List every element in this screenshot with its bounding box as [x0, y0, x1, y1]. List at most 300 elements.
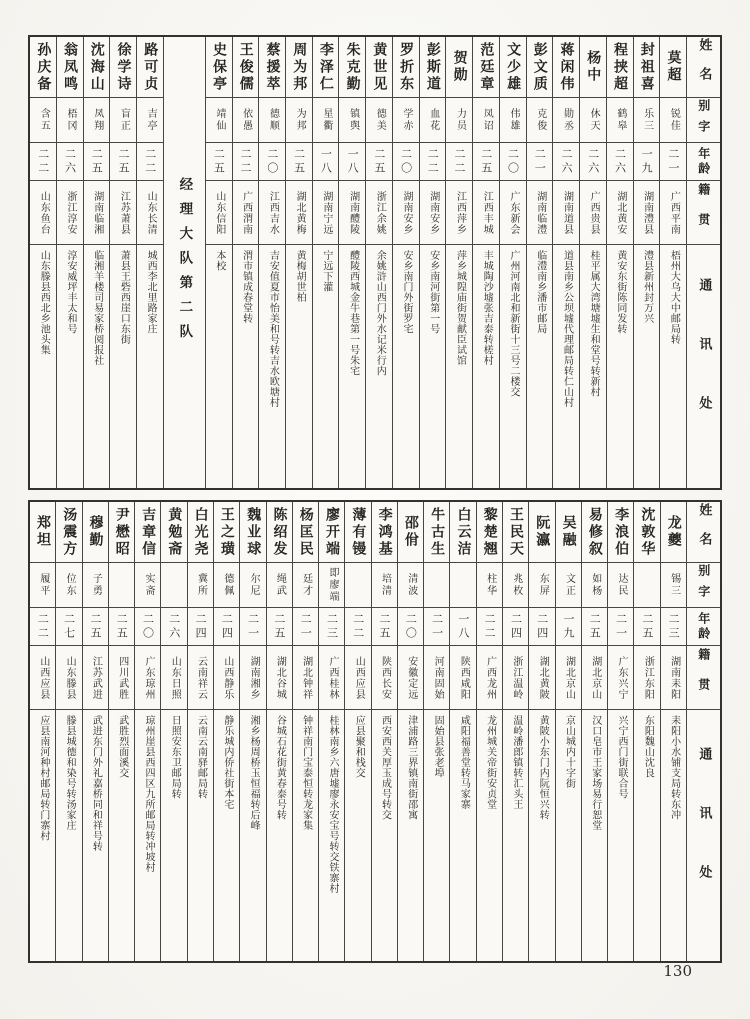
- entry-age: 一九: [562, 612, 575, 641]
- entry-name-cell: [477, 502, 502, 562]
- entry-name-cell: [135, 502, 160, 562]
- entry-name-cell: [372, 502, 397, 562]
- entry-origin-cell: [366, 180, 392, 244]
- entry-courtesy-name: 星衢: [320, 108, 332, 132]
- entry-address: 耒阳小水铺支局转东冲: [668, 715, 680, 820]
- entry-address: 黄陂小东门内阮恒兴转: [537, 715, 549, 820]
- entry-courtesy-name: 文正: [563, 573, 575, 597]
- entry-name: 封祖喜: [638, 41, 655, 93]
- entry-column: [445, 37, 472, 488]
- entry-age-cell: [319, 607, 344, 645]
- entry-age: 二五: [479, 147, 493, 176]
- entry-age-cell: [267, 607, 292, 645]
- entry-address-cell: [477, 709, 502, 961]
- entry-age-cell: [556, 607, 581, 645]
- entry-origin: 湖南宁远: [320, 190, 332, 235]
- entry-age-cell: [214, 607, 239, 645]
- entry-courtesy-name: 绳武: [274, 573, 286, 597]
- entry-address: 本校: [213, 250, 225, 271]
- entry-origin-cell: [84, 180, 110, 244]
- entry-age-cell: [233, 142, 259, 180]
- entry-origin-cell: [503, 645, 528, 709]
- entry-name-cell: [450, 502, 475, 562]
- entry-address: 丰城陶沙墟张吉泰转槎村: [481, 250, 493, 366]
- entry-age-cell: [473, 142, 499, 180]
- entry-name: 沈敦华: [639, 506, 656, 558]
- entry-name-cell: [607, 37, 633, 97]
- entry-name-cell: [30, 502, 55, 562]
- entry-address-cell: [556, 709, 581, 961]
- entry-origin: 河南固始: [432, 655, 444, 700]
- entry-origin-cell: [450, 645, 475, 709]
- entry-name-cell: [500, 37, 526, 97]
- entry-age: 二五: [272, 612, 286, 641]
- entry-column: [581, 502, 607, 961]
- entry-origin-cell: [473, 180, 499, 244]
- entry-courtesy-name: 锐佳: [668, 108, 680, 132]
- entry-address: 津浦路三界镇南街邵寓: [405, 715, 417, 820]
- entry-courtesy-cell: [214, 562, 239, 607]
- entry-name: 白云洁: [455, 506, 472, 558]
- entry-age-cell: [110, 142, 136, 180]
- entry-age: 二二: [36, 612, 50, 641]
- entry-age: 一八: [319, 147, 333, 176]
- entry-origin: 浙江东阳: [642, 655, 654, 700]
- entry-column: [318, 502, 344, 961]
- entry-courtesy-cell: [30, 97, 56, 142]
- entry-courtesy-cell: [83, 562, 108, 607]
- entry-courtesy-name: 子勇: [90, 573, 102, 597]
- entry-age-cell: [135, 607, 160, 645]
- entry-name-cell: [233, 37, 259, 97]
- entry-name-cell: [634, 37, 660, 97]
- entry-age: 二〇: [141, 612, 155, 641]
- section-label: 经理大队第二队: [176, 176, 193, 349]
- entry-address: 谷城石花街黄春泰号转: [274, 715, 286, 820]
- entry-name: 程挟超: [612, 41, 628, 93]
- entry-courtesy-cell: [608, 562, 633, 607]
- entry-age-cell: [339, 142, 365, 180]
- entry-origin-cell: [372, 645, 397, 709]
- entry-origin: 湖南道县: [561, 190, 573, 235]
- entry-origin-cell: [30, 180, 56, 244]
- entry-name: 翁凤鸣: [62, 41, 79, 93]
- entry-name: 周为邦: [291, 41, 308, 93]
- entry-name: 文少雄: [505, 41, 522, 93]
- entry-address-cell: [233, 244, 259, 488]
- entry-courtesy-cell: [477, 562, 502, 607]
- entry-courtesy-cell: [661, 562, 686, 607]
- entry-origin: 山西静乐: [221, 655, 233, 700]
- entry-address: 澧县新州封万兴: [641, 250, 653, 324]
- entry-address: 城西李北里路家庄: [145, 250, 157, 334]
- entry-name: 蔡援萃: [264, 41, 281, 93]
- entry-courtesy-name: 尔尼: [248, 573, 260, 597]
- entry-courtesy-name: 梧冈: [64, 108, 76, 132]
- entry-name: 黎楚翘: [481, 506, 498, 558]
- entry-origin-cell: [424, 645, 449, 709]
- entry-name: 彭斯道: [424, 41, 441, 93]
- entry-address-cell: [582, 709, 607, 961]
- entry-name: 李泽仁: [317, 41, 334, 93]
- entry-name: 易修叙: [586, 506, 603, 558]
- entry-name-cell: [267, 502, 292, 562]
- entry-courtesy-name: 凤诏: [481, 108, 493, 132]
- entry-origin-cell: [661, 645, 686, 709]
- entry-courtesy-name: 位东: [64, 573, 76, 597]
- entry-name-cell: [57, 37, 83, 97]
- entry-age-cell: [503, 607, 528, 645]
- entry-courtesy-cell: [424, 562, 449, 607]
- entry-age-cell: [372, 607, 397, 645]
- entry-name: 吉章信: [140, 506, 157, 558]
- entry-courtesy-name: 即廖端: [326, 567, 338, 603]
- entry-column: [606, 37, 633, 488]
- entry-courtesy-name: 力员: [454, 108, 466, 132]
- entry-courtesy-name: 德美: [374, 108, 386, 132]
- entry-age-cell: [608, 607, 633, 645]
- entry-courtesy-cell: [553, 97, 579, 142]
- entry-name-cell: [366, 37, 392, 97]
- entry-name: 白光尧: [192, 506, 209, 558]
- entry-courtesy-name: 柱华: [484, 573, 496, 597]
- entry-courtesy-name: 德顺: [267, 108, 279, 132]
- entry-origin: 湖南安乡: [401, 190, 413, 235]
- entry-address-cell: [608, 709, 633, 961]
- entry-address-cell: [634, 244, 660, 488]
- entry-address: 临澧南乡潘市邮局: [534, 250, 546, 334]
- entry-age-cell: [109, 607, 134, 645]
- entry-origin-cell: [30, 645, 55, 709]
- entry-address-cell: [607, 244, 633, 488]
- entry-courtesy-name: 血花: [427, 108, 439, 132]
- entry-name: 李鸿基: [376, 506, 393, 558]
- entry-address-cell: [286, 244, 312, 488]
- entry-origin-cell: [477, 645, 502, 709]
- entry-origin: 江西丰城: [481, 190, 493, 235]
- entry-courtesy-cell: [634, 97, 660, 142]
- entry-address: 宁远下灌: [320, 250, 332, 292]
- entry-address: 萍乡城隍庙街贺献臣试馆: [454, 250, 466, 366]
- entry-origin: 广东琼州: [142, 655, 154, 700]
- entry-name-cell: [660, 37, 686, 97]
- entry-courtesy-name: 兆枚: [510, 573, 522, 597]
- entry-name-cell: [473, 37, 499, 97]
- entry-age: 二〇: [506, 147, 520, 176]
- entry-address-cell: [450, 709, 475, 961]
- entry-age-cell: [634, 607, 659, 645]
- entry-address: 西安西关厚玉成号转交: [379, 715, 391, 820]
- entry-address: 淳安威坪丰太和号: [64, 250, 76, 334]
- entry-address-cell: [293, 709, 318, 961]
- entry-address-cell: [529, 709, 554, 961]
- entry-name: 郑坦: [34, 515, 51, 549]
- entry-address: 武进东门外礼嘉桥同和祥号转: [90, 715, 102, 852]
- entry-origin: 山东滕县: [64, 655, 76, 700]
- entry-age-cell: [527, 142, 553, 180]
- entry-age-cell: [30, 607, 55, 645]
- entry-courtesy-cell: [319, 562, 344, 607]
- entry-courtesy-cell: [57, 97, 83, 142]
- entry-address-cell: [319, 709, 344, 961]
- entry-address: 兴宁西门街联合号: [616, 715, 628, 799]
- entry-name-cell: [83, 502, 108, 562]
- entry-courtesy-cell: [109, 562, 134, 607]
- entry-name: 尹懋昭: [113, 506, 130, 558]
- entry-origin-cell: [57, 180, 83, 244]
- entry-column: [205, 37, 232, 488]
- entry-name: 廖开端: [324, 506, 341, 558]
- entry-address-cell: [109, 709, 134, 961]
- entry-origin-cell: [608, 645, 633, 709]
- entry-name: 彭文质: [531, 41, 548, 93]
- entry-age: 二一: [666, 147, 680, 176]
- entry-address-cell: [553, 244, 579, 488]
- entry-age: 二四: [535, 612, 549, 641]
- entry-courtesy-cell: [135, 562, 160, 607]
- entry-origin-cell: [135, 645, 160, 709]
- entry-address-cell: [398, 709, 423, 961]
- entry-column: [528, 502, 554, 961]
- entry-name: 范廷章: [478, 41, 495, 93]
- entry-address: 汉口皂市王家场易行恕堂: [589, 715, 601, 831]
- entry-column: [365, 37, 392, 488]
- entry-address: 桂林南乡六唐墟廖永安宝号转交铁寨村: [326, 715, 338, 894]
- entry-address-cell: [56, 709, 81, 961]
- entry-origin: 湖南湘乡: [248, 655, 260, 700]
- column-header-courtesy-cell: [687, 562, 720, 607]
- entry-age-cell: [450, 607, 475, 645]
- entry-address: 钟祥南门宝泰恒转龙家集: [300, 715, 312, 831]
- entry-name: 李浪伯: [613, 506, 630, 558]
- entry-address-cell: [84, 244, 110, 488]
- entry-age-cell: [393, 142, 419, 180]
- entry-name: 杨匡民: [297, 506, 314, 558]
- entry-address-cell: [259, 244, 285, 488]
- entry-name-cell: [214, 502, 239, 562]
- entry-address: 京山城内十字街: [563, 715, 575, 789]
- entry-name-cell: [84, 37, 110, 97]
- entry-address: 吉安值夏市怡美和号转吉水欧塘村: [267, 250, 279, 408]
- entry-age: 二一: [614, 612, 628, 641]
- entry-courtesy-name: 实斋: [142, 573, 154, 597]
- entry-age-cell: [553, 142, 579, 180]
- entry-origin-cell: [582, 645, 607, 709]
- entry-age: 二六: [167, 612, 181, 641]
- entry-column: [659, 37, 686, 488]
- entry-column: [312, 37, 339, 488]
- entry-column: [607, 502, 633, 961]
- entry-courtesy-cell: [240, 562, 265, 607]
- entry-age: 二五: [292, 147, 306, 176]
- entry-age-cell: [345, 607, 370, 645]
- entry-age-cell: [84, 142, 110, 180]
- entry-origin-cell: [500, 180, 526, 244]
- entry-address-cell: [473, 244, 499, 488]
- entry-column: [292, 502, 318, 961]
- entry-age: 二二: [426, 147, 440, 176]
- entry-column: [136, 37, 163, 488]
- entry-courtesy-name: 东屏: [537, 573, 549, 597]
- entry-name: 孙庆备: [35, 41, 52, 93]
- entry-address: 安乡南河街第一号: [427, 250, 439, 334]
- entry-column: [397, 502, 423, 961]
- entry-address-cell: [137, 244, 163, 488]
- entry-age-cell: [30, 142, 56, 180]
- entry-column: [338, 37, 365, 488]
- entry-address: 山东滕县西北乡池头集: [38, 250, 50, 355]
- column-header-courtesy: 别字: [696, 99, 711, 141]
- column-header-address: 通讯处: [696, 278, 712, 455]
- entry-courtesy-name: 盲正: [118, 108, 130, 132]
- entry-name-cell: [137, 37, 163, 97]
- entry-origin-cell: [527, 180, 553, 244]
- entry-column: [502, 502, 528, 961]
- entry-name: 朱克勤: [344, 41, 361, 93]
- entry-origin: 湖北黄安: [614, 190, 626, 235]
- entry-age: 二七: [62, 612, 76, 641]
- entry-name-cell: [206, 37, 232, 97]
- entry-age: 二二: [453, 147, 467, 176]
- entry-courtesy-name: 清波: [405, 573, 417, 597]
- entry-courtesy-name: 勋丞: [561, 108, 573, 132]
- entry-courtesy-name: 为邦: [294, 108, 306, 132]
- entry-name-cell: [420, 37, 446, 97]
- entry-age: 二四: [509, 612, 523, 641]
- entry-courtesy-cell: [206, 97, 232, 142]
- entry-courtesy-cell: [84, 97, 110, 142]
- entry-name-cell: [188, 502, 213, 562]
- entry-age: 二五: [115, 612, 129, 641]
- entry-column: [555, 502, 581, 961]
- entry-name-cell: [608, 502, 633, 562]
- entry-name: 蒋闲伟: [558, 41, 575, 93]
- entry-name-cell: [30, 37, 56, 97]
- column-header-address-cell: [687, 244, 720, 488]
- entry-courtesy-cell: [634, 562, 659, 607]
- entry-address-cell: [206, 244, 232, 488]
- entry-column: [239, 502, 265, 961]
- entry-origin-cell: [56, 645, 81, 709]
- entry-origin: 湖南安乡: [427, 190, 439, 235]
- entry-name-cell: [393, 37, 419, 97]
- entry-column: [83, 37, 110, 488]
- column-header-address-cell: [687, 709, 720, 961]
- entry-origin-cell: [529, 645, 554, 709]
- column-header-origin-cell: [687, 180, 720, 244]
- entry-address: 温岭潘郎镇转汇头王: [510, 715, 522, 810]
- column-header-age-cell: [687, 142, 720, 180]
- entry-age-cell: [424, 607, 449, 645]
- entry-address-cell: [660, 244, 686, 488]
- entry-courtesy-cell: [500, 97, 526, 142]
- entry-courtesy-cell: [30, 562, 55, 607]
- entry-name-cell: [56, 502, 81, 562]
- entry-age: 二六: [586, 147, 600, 176]
- entry-address-cell: [135, 709, 160, 961]
- entry-origin: 安徽定远: [405, 655, 417, 700]
- entry-column: [109, 37, 136, 488]
- entry-courtesy-cell: [345, 562, 370, 607]
- entry-courtesy-cell: [582, 562, 607, 607]
- entry-column: [266, 502, 292, 961]
- entry-address: 渭市镇成春堂转: [240, 250, 252, 324]
- entry-courtesy-name: 冀所: [195, 573, 207, 597]
- column-header-courtesy: 别字: [696, 564, 711, 606]
- entry-origin-cell: [293, 645, 318, 709]
- entry-age: 二一: [533, 147, 547, 176]
- entry-origin-cell: [206, 180, 232, 244]
- entry-courtesy-name: 锡三: [668, 573, 680, 597]
- entry-age-cell: [313, 142, 339, 180]
- entry-address: 东阳魏山沈良: [642, 715, 654, 778]
- entry-address-cell: [500, 244, 526, 488]
- entry-age: 二四: [220, 612, 234, 641]
- entry-courtesy-name: 乐三: [641, 108, 653, 132]
- entry-courtesy-cell: [372, 562, 397, 607]
- entry-origin: 湖南澧县: [641, 190, 653, 235]
- entry-address: 安乡南门外街罗宅: [401, 250, 413, 334]
- entry-courtesy-cell: [313, 97, 339, 142]
- entry-age: 二六: [63, 147, 77, 176]
- entry-origin-cell: [634, 645, 659, 709]
- entry-age-cell: [660, 142, 686, 180]
- entry-name: 汤震方: [61, 506, 78, 558]
- entry-age-cell: [286, 142, 312, 180]
- entry-address: 黄安东街陈同发转: [614, 250, 626, 334]
- entry-origin-cell: [161, 645, 186, 709]
- entry-age: 二三: [325, 612, 339, 641]
- entry-origin: 江西萍乡: [454, 190, 466, 235]
- column-header-origin: 籍贯: [696, 647, 711, 708]
- entry-courtesy-cell: [556, 562, 581, 607]
- entry-name-cell: [313, 37, 339, 97]
- entry-address-cell: [420, 244, 446, 488]
- entry-courtesy-name: 镇舆: [347, 108, 359, 132]
- top-header-column: [686, 37, 720, 488]
- column-header-address: 通讯处: [696, 747, 712, 924]
- entry-name-cell: [240, 502, 265, 562]
- top-roster-table: [28, 35, 722, 490]
- entry-address: 道县南乡公坝墟代理邮局转仁山村: [561, 250, 573, 408]
- entry-name-cell: [345, 502, 370, 562]
- entry-age: 二五: [372, 147, 386, 176]
- entry-address-cell: [634, 709, 659, 961]
- entry-origin: 广东新会: [507, 190, 519, 235]
- entry-age: 二一: [430, 612, 444, 641]
- entry-courtesy-cell: [366, 97, 392, 142]
- entry-column: [423, 502, 449, 961]
- entry-courtesy-name: 鹤皋: [614, 108, 626, 132]
- entry-origin-cell: [607, 180, 633, 244]
- entry-address-cell: [240, 709, 265, 961]
- entry-name: 杨中: [585, 50, 602, 84]
- entry-origin: 湖北钟祥: [300, 655, 312, 700]
- entry-age: 二〇: [399, 147, 413, 176]
- entry-origin-cell: [286, 180, 312, 244]
- entry-name: 王俊儒: [237, 41, 254, 93]
- entry-name-cell: [398, 502, 423, 562]
- entry-column: [56, 37, 83, 488]
- column-header-age: 年龄: [696, 611, 711, 642]
- entry-origin: 湖南临湘: [91, 190, 103, 235]
- entry-address: 武胜烈面溪交: [116, 715, 128, 778]
- entry-courtesy-cell: [607, 97, 633, 142]
- entry-name: 王民天: [508, 506, 525, 558]
- entry-name-cell: [293, 502, 318, 562]
- entry-courtesy-cell: [339, 97, 365, 142]
- entry-name-cell: [634, 502, 659, 562]
